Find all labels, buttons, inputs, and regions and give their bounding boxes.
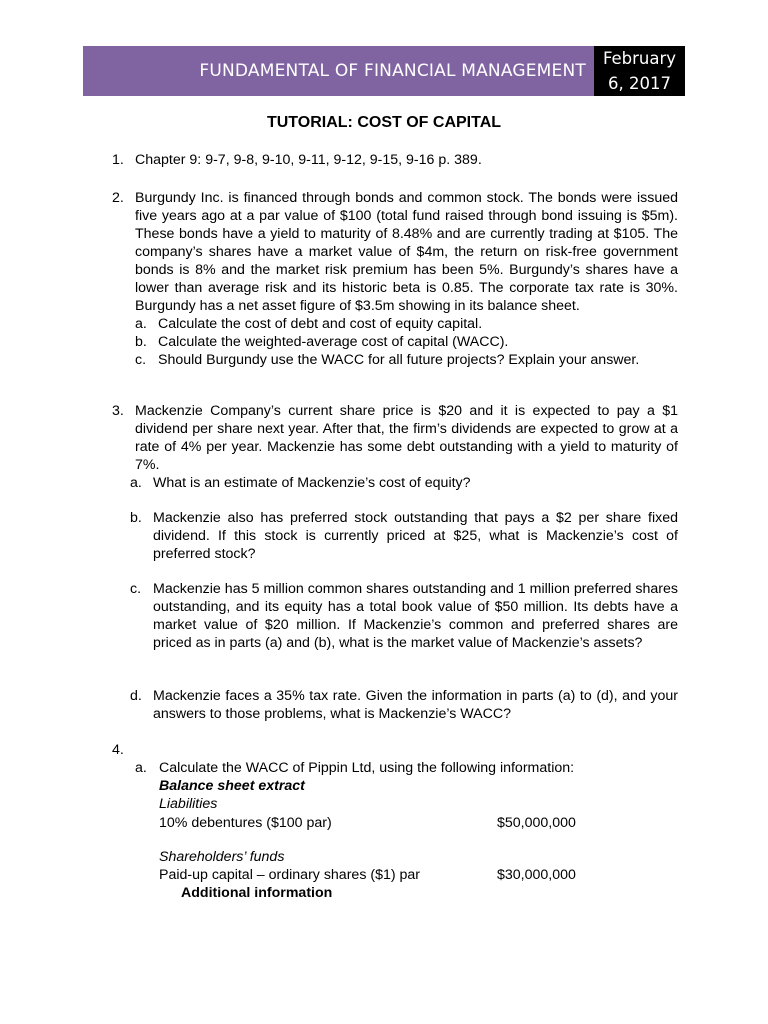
question-text: Burgundy Inc. is financed through bonds and common stock. The bonds were issued five years ago at a par value of $100 (total fund raised through bond issuing is $5m). These bonds have a yield to maturity of 8.48% and are currently trading at $105. The company’s shares have a market value of $4m, the return on risk-free government bonds is 8% and the market risk premium has been 5%. Burgundy’s shares have a lower than average risk and its historic beta is 0.85. The corporate tax rate is 30%. Burgundy has a net asset figure of $3.5m showing in its balance sheet. xyxy=(135,190,678,314)
sub-label: c. xyxy=(135,352,147,368)
question-4a-text: Calculate the WACC of Pippin Ltd, using the following information: xyxy=(159,760,575,776)
question-3d xyxy=(130,687,678,723)
question-1 xyxy=(112,151,678,169)
additional-info-heading: Additional information xyxy=(181,885,333,901)
sub-text: Mackenzie has 5 million common shares outstanding and 1 million preferred shares outstanding, and its equity has a total book value of $50 million. Its debts have a market value of $20 million. If Mackenzie’s common and preferred shares are priced as in parts (a) and (b), what is the market value of Mackenzie’s assets? xyxy=(153,581,678,651)
header-date-line2: 6, 2017 xyxy=(608,74,671,93)
sub-text: Mackenzie also has preferred stock outstanding that pays a $2 per share fixed dividend. If this stock is currently priced at $25, what is Mackenzie’s cost of preferred stock? xyxy=(153,510,678,562)
header-date-line1: February xyxy=(602,49,677,68)
question-3c xyxy=(130,580,678,652)
question-2c xyxy=(135,351,678,369)
sub-label: b. xyxy=(135,334,147,350)
sub-label: b. xyxy=(130,510,142,526)
question-number: 1. xyxy=(112,152,124,168)
sub-label: a. xyxy=(135,316,147,332)
question-2b xyxy=(135,333,678,351)
debentures-value: $50,000,000 xyxy=(497,815,576,831)
question-4-number: 4. xyxy=(112,742,124,758)
sub-label: a. xyxy=(130,475,142,491)
paidup-label: Paid-up capital – ordinary shares ($1) par xyxy=(159,867,421,883)
sub-text: Calculate the cost of debt and cost of equity capital. xyxy=(158,316,483,332)
sub-label: d. xyxy=(130,688,142,704)
header-title: FUNDAMENTAL OF FINANCIAL MANAGEMENT xyxy=(199,61,586,81)
liabilities-heading: Liabilities xyxy=(159,796,218,812)
balance-sheet-heading: Balance sheet extract xyxy=(159,778,305,794)
header-date xyxy=(594,46,685,96)
sub-text: Should Burgundy use the WACC for all future projects? Explain your answer. xyxy=(158,352,640,368)
sub-text: Calculate the weighted-average cost of capital (WACC). xyxy=(158,334,509,350)
question-number: 3. xyxy=(112,403,124,419)
question-text: Chapter 9: 9-7, 9-8, 9-10, 9-11, 9-12, 9-15, 9-16 p. 389. xyxy=(135,152,482,168)
question-2 xyxy=(112,189,678,369)
question-3 xyxy=(112,402,678,474)
shareholders-heading: Shareholders’ funds xyxy=(159,849,285,865)
sub-text: What is an estimate of Mackenzie’s cost of equity? xyxy=(153,475,471,491)
paidup-value: $30,000,000 xyxy=(497,867,576,883)
question-2a xyxy=(135,315,678,333)
debentures-label: 10% debentures ($100 par) xyxy=(159,815,332,831)
page-title: TUTORIAL: COST OF CAPITAL xyxy=(266,114,502,131)
question-number: 2. xyxy=(112,190,124,206)
sub-text: Mackenzie faces a 35% tax rate. Given the information in parts (a) to (d), and your answers to those problems, what is Mackenzie’s WACC? xyxy=(153,688,678,722)
question-3a xyxy=(130,474,678,492)
question-3b xyxy=(130,509,678,563)
sub-label: c. xyxy=(130,581,142,597)
question-4a-label: a. xyxy=(135,760,147,776)
header-bar xyxy=(83,46,594,96)
question-text: Mackenzie Company’s current share price is $20 and it is expected to pay a $1 dividend per share next year. After that, the firm’s dividends are expected to grow at a rate of 4% per year. Mackenzie has some debt outstanding with a yield to maturity of 7%. xyxy=(135,403,678,473)
